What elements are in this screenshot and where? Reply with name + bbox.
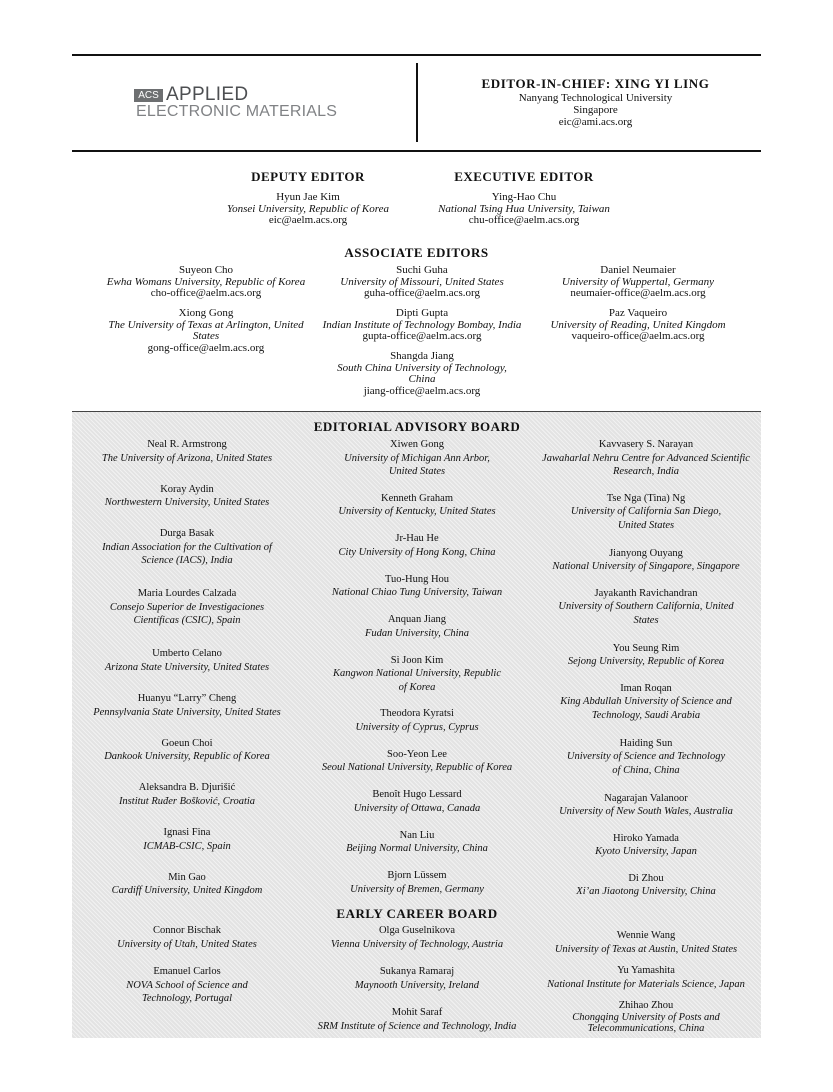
associate-editor-affiliation: University of Wuppertal, Germany — [561, 275, 715, 288]
board-member — [531, 642, 761, 682]
member-name: Goeun Choi — [161, 737, 213, 749]
board-member — [531, 492, 761, 547]
member-name: Koray Aydin — [160, 483, 214, 495]
associate-editor — [96, 265, 316, 300]
member-name: Iman Roqan — [620, 682, 672, 694]
board-member — [72, 483, 302, 528]
board-member — [531, 547, 761, 587]
member-name: Umberto Celano — [152, 648, 222, 660]
associate-editor-email[interactable]: gong-office@aelm.acs.org — [147, 341, 265, 354]
associate-editor-affiliation: Indian Institute of Technology Bombay, India — [322, 318, 522, 331]
member-name: Di Zhou — [628, 872, 664, 884]
member-name: Jayakanth Ravichandran — [594, 587, 698, 599]
associate-editor-name: Shangda Jiang — [390, 350, 454, 362]
associate-editor-name: Xiong Gong — [178, 307, 234, 319]
member-affiliation: University of Southern California, United States — [558, 601, 734, 626]
logo-word-applied: APPLIED — [166, 84, 249, 105]
associate-editor-email[interactable]: gupta-office@aelm.acs.org — [362, 330, 482, 342]
associate-editor-affiliation: University of Missouri, United States — [340, 275, 504, 288]
associate-editor-email[interactable]: cho-office@aelm.acs.org — [150, 287, 262, 299]
deputy-editor-name: Hyun Jae Kim — [276, 191, 340, 203]
associate-editor-email[interactable]: guha-office@aelm.acs.org — [363, 287, 480, 299]
executive-editor-title: EXECUTIVE EDITOR — [454, 169, 594, 184]
member-name: Yu Yamashita — [617, 965, 675, 976]
member-name: Maria Lourdes Calzada — [137, 588, 237, 600]
member-name: Ignasi Fina — [163, 827, 211, 839]
member-affiliation: Chongqing University of Posts and Telecommunications, China — [572, 1011, 720, 1034]
member-name: Emanuel Carlos — [153, 966, 221, 977]
top-rule — [72, 54, 761, 56]
member-name: Benoît Hugo Lessard — [372, 789, 462, 800]
associate-editor-email[interactable]: neumaier-office@aelm.acs.org — [570, 287, 706, 299]
member-affiliation: University of Science and Technology of China, China — [566, 751, 726, 776]
member-name: Xiwen Gong — [390, 439, 444, 450]
member-affiliation: King Abdullah University of Science and Technology, Saudi Arabia — [560, 696, 732, 721]
member-name: You Seung Rim — [612, 642, 680, 654]
deputy-editor-email[interactable]: eic@aelm.acs.org — [268, 214, 348, 226]
executive-editor-name: Ying-Hao Chu — [491, 191, 557, 203]
header-bottom-rule — [72, 150, 761, 152]
boards-panel — [72, 411, 761, 1038]
board-member — [531, 832, 761, 872]
member-affiliation: Maynooth University, Ireland — [354, 979, 480, 991]
member-affiliation: Seoul National University, Republic of Korea — [321, 762, 513, 773]
member-affiliation: University of Ottawa, Canada — [353, 802, 481, 814]
member-affiliation: University of New South Wales, Australia — [559, 806, 733, 817]
board-member — [531, 587, 761, 642]
associate-editor-affiliation: University of Reading, United Kingdom — [550, 318, 726, 331]
member-affiliation: Pennsylvania State University, United States — [93, 706, 281, 718]
member-name: Anquan Jiang — [387, 614, 447, 625]
early-career-board-title: EARLY CAREER BOARD — [336, 906, 498, 921]
board-member — [72, 871, 302, 916]
member-affiliation: University of Cyprus, Cyprus — [355, 721, 479, 733]
board-member — [72, 826, 302, 871]
member-name: Soo-Yeon Lee — [387, 748, 447, 760]
board-member — [531, 964, 761, 1000]
board-member — [531, 682, 761, 737]
member-affiliation: City University of Hong Kong, China — [338, 546, 496, 558]
member-name: Nan Liu — [399, 829, 435, 841]
member-affiliation: Sejong University, Republic of Korea — [567, 656, 725, 667]
associate-editor-name: Dipti Gupta — [395, 307, 449, 319]
board-member — [302, 532, 532, 573]
board-member — [72, 647, 302, 692]
member-name: Aleksandra B. Djurišić — [138, 782, 236, 794]
editor-in-chief-block — [458, 76, 733, 128]
associate-editor-name: Daniel Neumaier — [600, 264, 676, 276]
associate-editor-name: Paz Vaqueiro — [608, 307, 668, 319]
board-member — [531, 438, 761, 492]
member-name: Tuo-Hung Hou — [384, 573, 450, 585]
associate-editor-name: Suyeon Cho — [178, 264, 234, 276]
executive-editor — [424, 192, 624, 227]
member-affiliation: University of Utah, United States — [117, 938, 257, 950]
member-name: Nagarajan Valanoor — [604, 792, 688, 804]
member-affiliation: Kyoto University, Japan — [595, 846, 697, 857]
board-member — [302, 438, 532, 492]
journal-logo — [134, 86, 374, 126]
member-name: Theodora Kyratsi — [380, 708, 454, 719]
early-career-column-3 — [531, 929, 761, 1036]
member-affiliation: NOVA School of Science and Technology, Portugal — [126, 979, 248, 1004]
board-member — [72, 527, 302, 587]
board-member — [302, 924, 532, 965]
member-affiliation: National University of Singapore, Singapore — [552, 561, 740, 572]
board-member — [302, 654, 532, 708]
member-name: Huanyu “Larry” Cheng — [137, 693, 237, 705]
member-name: Wennie Wang — [616, 930, 676, 941]
associate-editor — [312, 308, 532, 343]
member-name: Tse Nga (Tina) Ng — [606, 492, 686, 504]
board-member — [302, 829, 532, 870]
board-member — [72, 587, 302, 647]
editor-in-chief-location: Singapore — [573, 104, 618, 116]
executive-editor-email[interactable]: chu-office@aelm.acs.org — [468, 214, 580, 226]
member-affiliation: Arizona State University, United States — [104, 661, 270, 673]
associate-editor — [312, 265, 532, 300]
board-member — [531, 929, 761, 964]
associate-editor-name: Suchi Guha — [396, 264, 448, 276]
board-member — [302, 788, 532, 829]
board-member — [302, 748, 532, 789]
associate-editor — [528, 308, 748, 343]
member-affiliation: Northwestern University, United States — [104, 497, 270, 509]
member-name: Mohit Saraf — [391, 1007, 443, 1018]
member-affiliation: Fudan University, China — [364, 627, 470, 639]
board-member — [531, 872, 761, 902]
member-name: Durga Basak — [159, 528, 215, 540]
member-affiliation: Institut Ruđer Bošković, Croatia — [118, 795, 256, 807]
board-member — [531, 737, 761, 792]
member-affiliation: Xi’an Jiaotong University, China — [576, 886, 716, 897]
member-affiliation: University of Texas at Austin, United States — [554, 943, 738, 955]
logo-word-electronic-materials: ELECTRONIC MATERIALS — [136, 103, 338, 120]
associate-editor-affiliation: South China University of Technology, China — [337, 361, 507, 385]
member-affiliation: ICMAB-CSIC, Spain — [143, 840, 231, 852]
early-career-column-1 — [72, 924, 302, 1009]
member-affiliation: National Chiao Tung University, Taiwan — [331, 587, 503, 598]
board-member — [72, 438, 302, 483]
advisory-board-title: EDITORIAL ADVISORY BOARD — [313, 419, 521, 434]
member-affiliation: Jawaharlal Nehru Centre for Advanced Scientific Research, India — [542, 452, 750, 477]
member-affiliation: The University of Arizona, United States — [101, 452, 273, 464]
advisory-column-3 — [531, 438, 761, 902]
board-member — [302, 492, 532, 533]
member-name: Hiroko Yamada — [613, 832, 679, 844]
member-name: Connor Bischak — [153, 925, 221, 936]
associate-editor — [327, 351, 517, 397]
member-name: Jr-Hau He — [395, 533, 439, 544]
member-name: Min Gao — [168, 871, 206, 883]
board-member — [302, 613, 532, 654]
member-name: Bjorn Lüssem — [387, 870, 447, 881]
deputy-editor-title: DEPUTY EDITOR — [251, 169, 365, 184]
board-member — [531, 792, 761, 832]
member-name: Sukanya Ramaraj — [379, 966, 455, 977]
board-member — [72, 737, 302, 782]
board-member — [72, 781, 302, 826]
member-name: Kavvasery S. Narayan — [598, 439, 694, 450]
member-affiliation: University of Kentucky, United States — [338, 506, 496, 517]
member-affiliation: University of Michigan Ann Arbor, United States — [344, 452, 490, 477]
member-name: Kenneth Graham — [380, 492, 453, 504]
member-affiliation: National Institute for Materials Science, Japan — [547, 978, 745, 990]
member-name: Jianyong Ouyang — [609, 547, 683, 559]
board-member — [72, 924, 302, 965]
member-affiliation: Cardiff University, United Kingdom — [111, 885, 263, 897]
member-affiliation: Indian Association for the Cultivation of Science (IACS), India — [102, 541, 272, 567]
member-affiliation: Consejo Superior de Investigaciones Científicas (CSIC), Spain — [109, 601, 265, 627]
deputy-editor-affiliation: Yonsei University, Republic of Korea — [226, 202, 390, 215]
executive-editor-affiliation: National Tsing Hua University, Taiwan — [438, 202, 610, 215]
member-affiliation: Beijing Normal University, China — [346, 843, 488, 854]
associate-editor-affiliation: The University of Texas at Arlington, United States — [108, 318, 304, 342]
member-affiliation: Vienna University of Technology, Austria — [330, 938, 504, 950]
editor-in-chief-title: EDITOR-IN-CHIEF: XING YI LING — [481, 76, 710, 91]
advisory-column-1 — [72, 438, 302, 916]
member-affiliation: Dankook University, Republic of Korea — [104, 751, 270, 763]
board-member — [302, 707, 532, 748]
editor-in-chief-email[interactable]: eic@ami.acs.org — [558, 116, 633, 128]
associate-editor-email[interactable]: jiang-office@aelm.acs.org — [363, 384, 481, 397]
associate-editors-title: ASSOCIATE EDITORS — [344, 245, 489, 260]
board-member — [72, 692, 302, 737]
member-name: Si Joon Kim — [390, 654, 444, 666]
member-affiliation: University of Bremen, Germany — [350, 883, 484, 895]
member-affiliation: SRM Institute of Science and Technology, India — [317, 1020, 517, 1032]
advisory-column-2 — [302, 438, 532, 899]
associate-editor — [106, 308, 306, 354]
member-affiliation: Kangwon National University, Republic of Korea — [333, 668, 501, 693]
logo-badge: ACS — [134, 89, 163, 102]
board-member — [72, 965, 302, 1009]
header-divider — [416, 63, 418, 142]
member-affiliation: University of California San Diego, United States — [570, 506, 722, 531]
deputy-editor — [208, 192, 408, 227]
board-member — [302, 965, 532, 1006]
early-career-column-2 — [302, 924, 532, 1036]
member-name: Olga Guselnikova — [378, 925, 456, 936]
member-name: Neal R. Armstrong — [147, 439, 227, 450]
board-member — [531, 1000, 761, 1036]
editor-in-chief-affiliation: Nanyang Technological University — [518, 92, 673, 104]
member-name: Zhihao Zhou — [618, 1000, 674, 1011]
associate-editor-affiliation: Ewha Womans University, Republic of Korea — [106, 275, 306, 288]
board-member — [302, 869, 532, 899]
associate-editor-email[interactable]: vaqueiro-office@aelm.acs.org — [571, 330, 705, 342]
board-member — [302, 1006, 532, 1036]
member-name: Haiding Sun — [619, 737, 673, 749]
associate-editor — [528, 265, 748, 300]
board-member — [302, 573, 532, 614]
